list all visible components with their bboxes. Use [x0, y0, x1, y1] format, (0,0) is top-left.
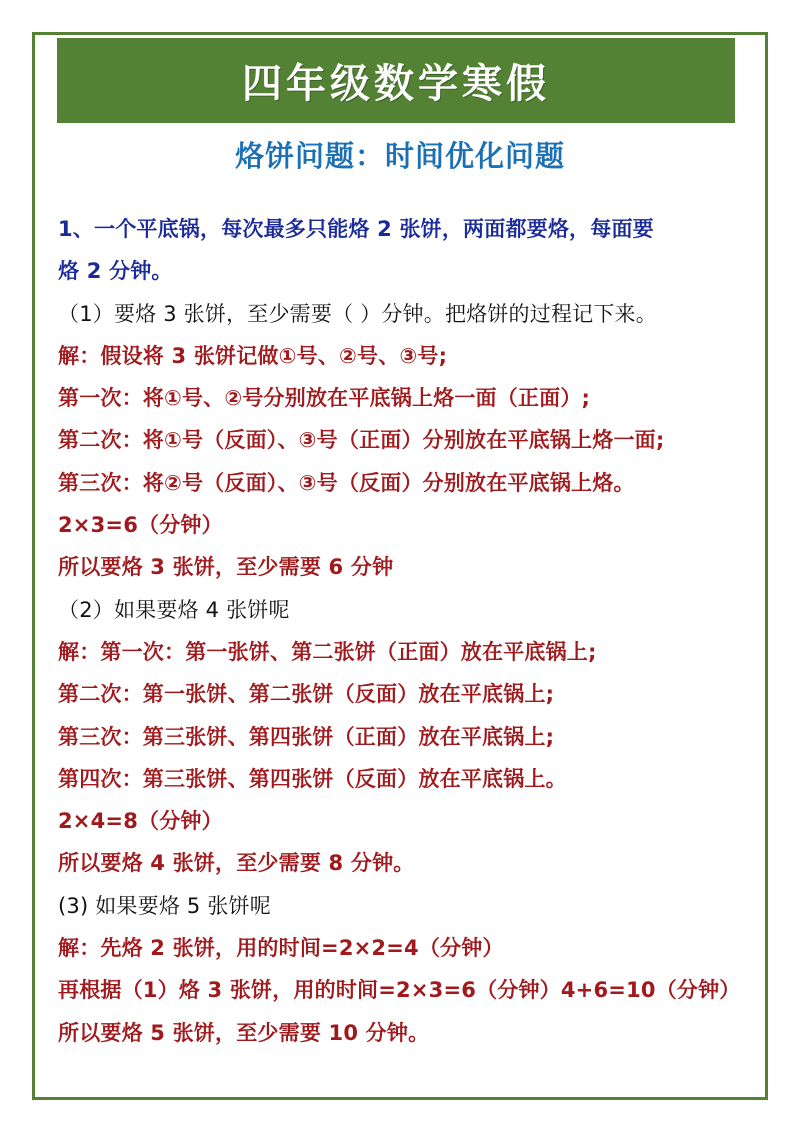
part-3-solution-line: 解：先烙 2 张饼，用的时间=2×2=4（分钟） [58, 936, 504, 961]
page-subtitle: 烙饼问题：时间优化问题 [234, 139, 565, 173]
part-2-solution-line: 解：第一次：第一张饼、第二张饼（正面）放在平底锅上; [58, 639, 597, 664]
part-1-solution-line: 第三次：将②号（反面）、③号（反面）分别放在平底锅上烙。 [58, 470, 635, 495]
part-1-solution-line: 解：假设将 3 张饼记做①号、②号、③号; [58, 343, 448, 368]
problem-content [58, 208, 758, 1054]
part-2-solution-line: 第二次：第一张饼、第二张饼（反面）放在平底锅上; [58, 682, 555, 707]
part-1-solution-line: 第二次：将①号（反面）、③号（正面）分别放在平底锅上烙一面; [58, 428, 665, 453]
part-3-conclusion: 所以要烙 5 张饼，至少需要 10 分钟。 [58, 1020, 430, 1045]
part-2-conclusion: 所以要烙 4 张饼，至少需要 8 分钟。 [58, 851, 415, 876]
part-3-prompt: (3) 如果要烙 5 张饼呢 [58, 893, 271, 918]
title-banner [57, 38, 735, 123]
part-3-solution-line: 再根据（1）烙 3 张饼，用的时间=2×3=6（分钟）4+6=10（分钟） [58, 978, 741, 1003]
question-line: 烙 2 分钟。 [58, 259, 173, 284]
part-2-solution-line: 第三次：第三张饼、第四张饼（正面）放在平底锅上; [58, 724, 555, 749]
part-1-conclusion: 所以要烙 3 张饼，至少需要 6 分钟 [58, 555, 394, 580]
question-line: 1、一个平底锅，每次最多只能烙 2 张饼，两面都要烙，每面要 [58, 217, 654, 241]
part-2-solution-line: 第四次：第三张饼、第四张饼（反面）放在平底锅上。 [58, 766, 567, 791]
part-1-solution-line: 2×3=6（分钟） [58, 513, 223, 538]
part-2-solution-line: 2×4=8（分钟） [58, 809, 223, 834]
part-2-prompt: （2）如果要烙 4 张饼呢 [58, 597, 290, 622]
part-1-solution-line: 第一次：将①号、②号分别放在平底锅上烙一面（正面）; [58, 386, 591, 411]
banner-title: 四年级数学寒假 [242, 60, 550, 107]
part-1-prompt: （1）要烙 3 张饼，至少需要（ ）分钟。把烙饼的过程记下来。 [58, 301, 657, 326]
